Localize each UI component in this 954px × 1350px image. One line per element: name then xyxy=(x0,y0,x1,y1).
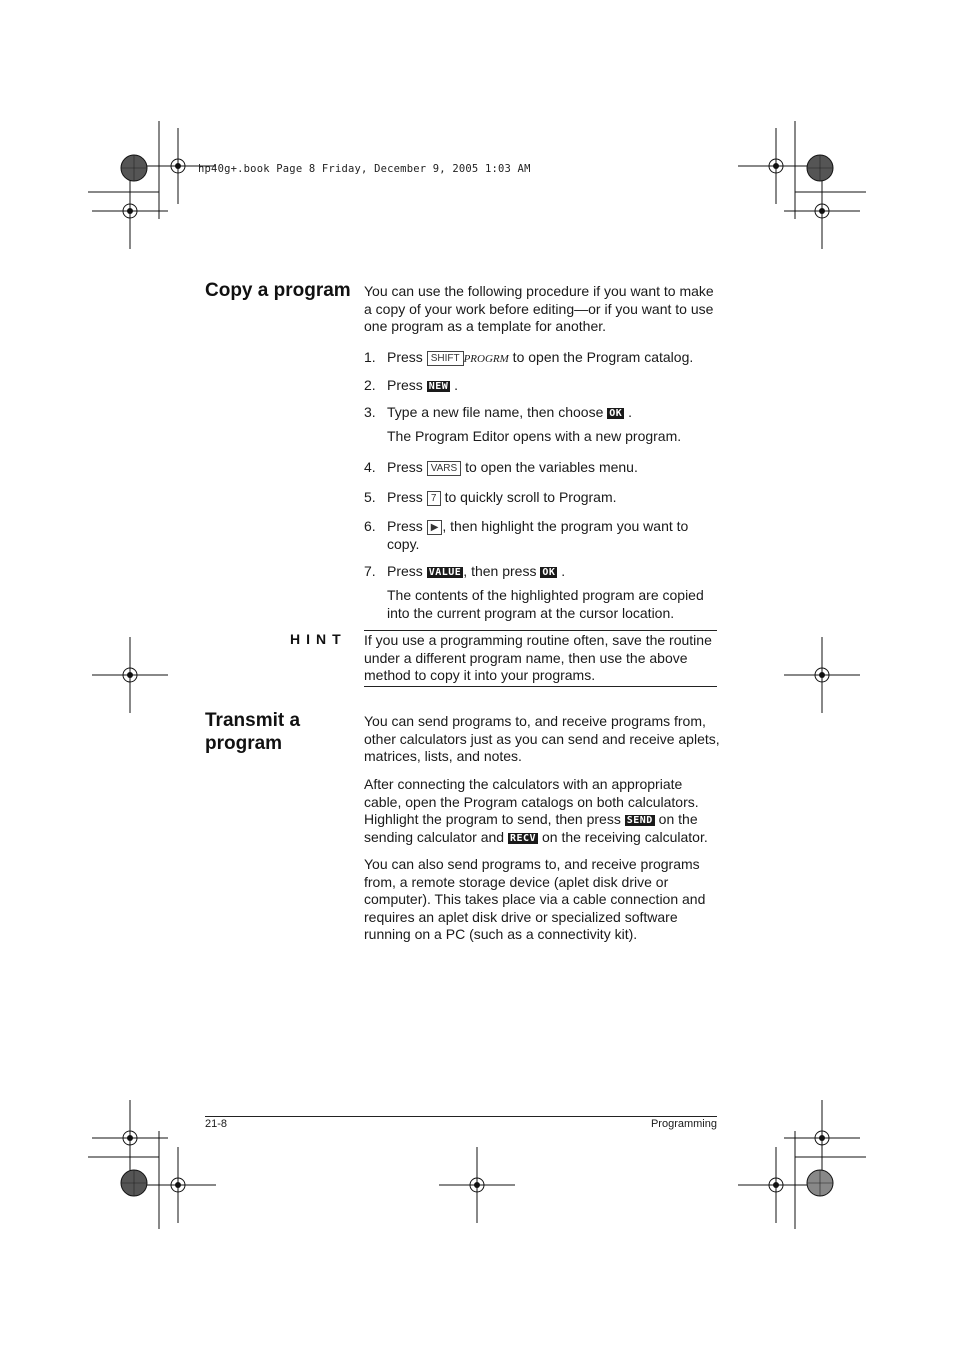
ok-softkey-2: OK xyxy=(542,567,556,578)
page-number: 21-8 xyxy=(205,1118,228,1130)
recv-softkey: RECV xyxy=(510,832,537,844)
hint-label: HINT xyxy=(290,631,347,647)
progrm-label: PROGRM xyxy=(463,353,509,365)
value-softkey: VALUE xyxy=(428,567,462,578)
transmit-p3: You can also send programs to, and receive programs from, a remote storage device (aplet disk drive or computer). This takes place via a cable connection and requires an aplet disk drive or specialized software running on a PC (such as a connectivity kit). xyxy=(364,856,706,942)
step-3-note: The Program Editor opens with a new program. xyxy=(387,428,682,444)
ok-softkey: OK xyxy=(609,408,623,419)
vars-key: VARS xyxy=(427,461,462,476)
seven-key: 7 xyxy=(427,491,441,506)
copy-intro: You can use the following procedure if you want to make a copy of your work before editing—or if you want to use one program as a template for another. xyxy=(364,283,714,334)
section-heading-copy: Copy a program xyxy=(205,280,351,301)
chapter-name: Programming xyxy=(650,1118,717,1130)
new-softkey: NEW xyxy=(428,381,449,392)
step-7-note: The contents of the highlighted program are copied into the current program at the cursor location. xyxy=(387,587,704,621)
transmit-p2: After connecting the calculators with an appropriate cable, open the Program catalogs on both calculators. Highlight the program to send, then press SEND on the sending calculator and RECV on the receiving calculator. xyxy=(364,776,708,845)
hint-top-rule xyxy=(364,630,717,631)
print-header: hp40g+.book Page 8 Friday, December 9, 2005 1:03 AM xyxy=(198,163,531,175)
hint-bottom-rule xyxy=(364,686,717,687)
footer-rule xyxy=(205,1116,717,1117)
transmit-p1: You can send programs to, and receive programs from, other calculators just as you can send and receive aplets, matrices, lists, and notes. xyxy=(364,713,720,764)
hint-text: If you use a programming routine often, save the routine under a different program name, then use the above method to copy it into your programs. xyxy=(364,632,712,683)
section-heading-transmit: Transmit a program xyxy=(205,710,301,754)
send-softkey: SEND xyxy=(626,815,653,826)
shift-key: SHIFT xyxy=(427,351,464,366)
right-arrow-key: ▶ xyxy=(427,520,443,535)
